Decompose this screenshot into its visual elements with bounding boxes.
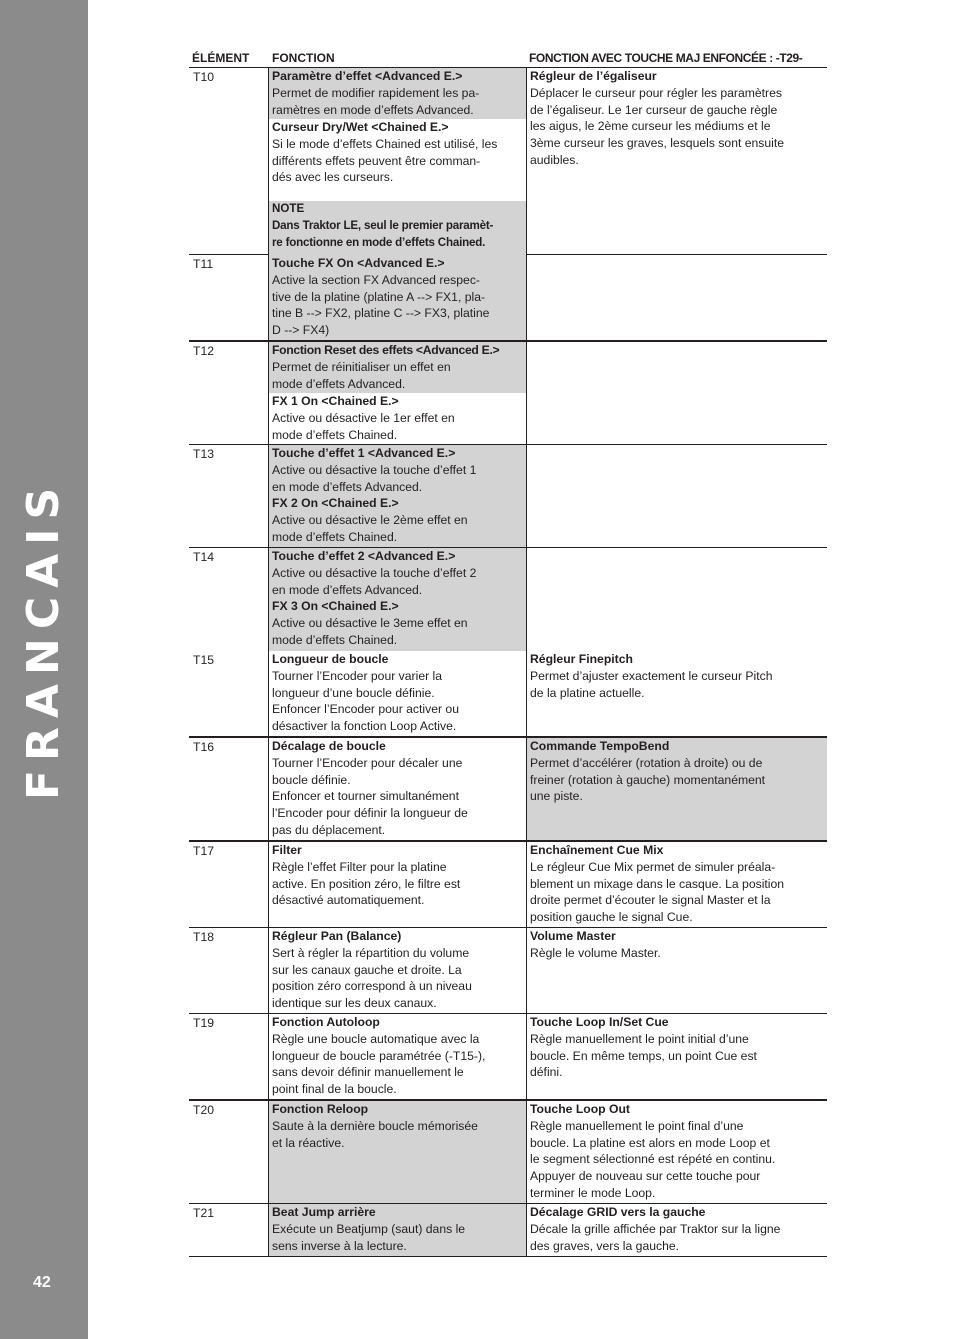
function-title: Régleur Pan (Balance) xyxy=(272,929,402,943)
function-description: Active ou désactive le 2ème effet en mode d’effets Chained. xyxy=(272,513,468,544)
table-row xyxy=(189,1101,827,1204)
table-row xyxy=(189,445,827,548)
table-row xyxy=(189,548,827,651)
function-cell xyxy=(268,68,526,254)
table-row xyxy=(189,1014,827,1101)
function-title: Décalage de boucle xyxy=(272,739,386,753)
shift-function-title: Volume Master xyxy=(530,929,616,943)
table-row xyxy=(189,928,827,1014)
function-title: Touche d’effet 1 <Advanced E.> xyxy=(272,446,456,460)
shift-function-description: Règle manuellement le point final d’une boucle. La platine est alors en mode Loop et le segment sélectionné est répété en continu. Appuyer de nouveau sur cette touche pour terminer le mode Loop. xyxy=(530,1118,776,1200)
function-description: Active ou désactive le 3eme effet en mode d’effets Chained. xyxy=(272,616,468,647)
table-row xyxy=(189,342,827,445)
note-text: Dans Traktor LE, seul le premier paramèt- re fonctionne en mode d’effets Chained. xyxy=(272,218,494,249)
shift-function-cell xyxy=(526,928,827,1013)
function-title: Touche d’effet 2 <Advanced E.> xyxy=(272,549,456,563)
function-description: Active ou désactive la touche d’effet 1 en mode d’effets Advanced. xyxy=(272,462,477,494)
function-title: Fonction Reset des effets <Advanced E.> xyxy=(272,343,500,357)
shift-function-cell xyxy=(526,738,827,840)
header-element: ÉLÉMENT xyxy=(192,51,250,65)
shift-function-title: Touche Loop In/Set Cue xyxy=(530,1015,669,1029)
shift-function-title: Enchaînement Cue Mix xyxy=(530,843,664,857)
function-title: FX 1 On <Chained E.> xyxy=(272,394,399,408)
function-description: Si le mode d’effets Chained est utilisé, les différents effets peuvent être comman- dés avec les curseurs. xyxy=(272,136,498,185)
function-description: Active la section FX Advanced respec- tive de la platine (platine A --> FX1, pla- tine B --> FX2, platine C --> FX3, platine D --> FX4) xyxy=(272,272,490,338)
shift-function-description: Déplacer le curseur pour régler les paramètres de l’égaliseur. Le 1er curseur de gauche règle les aigus, le 2ème curseur les médiums et le 3ème curseur les graves, lesquels sont ensuite audibles. xyxy=(530,85,785,167)
note-title: NOTE xyxy=(272,202,305,215)
shift-function-description: Règle le volume Master. xyxy=(530,945,661,960)
shift-function-cell xyxy=(526,1014,827,1099)
shift-function-cell xyxy=(526,548,827,651)
function-title: Touche FX On <Advanced E.> xyxy=(272,256,445,270)
shift-function-description: Le régleur Cue Mix permet de simuler préala- blement un mixage dans le casque. La position droite permet d’écouter le signal Master et la position gauche le signal Cue. xyxy=(530,859,785,925)
function-title: Beat Jump arrière xyxy=(272,1205,376,1219)
language-title: FRANCAIS xyxy=(18,478,69,800)
row-id: T16 xyxy=(193,740,215,754)
header-function: FONCTION xyxy=(272,51,335,65)
function-title: Paramètre d’effet <Advanced E.> xyxy=(272,69,463,83)
function-description: Active ou désactive la touche d’effet 2 en mode d’effets Advanced. xyxy=(272,565,477,597)
row-id: T19 xyxy=(193,1016,215,1030)
shift-function-cell xyxy=(526,445,827,547)
table-row xyxy=(189,255,827,342)
function-cell xyxy=(268,738,526,840)
function-cell xyxy=(268,548,526,651)
row-id: T12 xyxy=(193,344,215,358)
function-description: Tourner l’Encoder pour décaler une boucle définie. Enfoncer et tourner simultanément l’Encoder pour définir la longueur de pas du déplacement. xyxy=(272,755,468,837)
function-cell xyxy=(268,928,526,1013)
row-id: T14 xyxy=(193,550,215,564)
function-title: Filter xyxy=(272,843,302,857)
function-description: Sert à régler la répartition du volume sur les canaux gauche et droite. La position zéro correspond à un niveau identique sur les deux canaux. xyxy=(272,945,472,1011)
row-id: T18 xyxy=(193,930,215,944)
function-cell xyxy=(268,651,526,736)
function-cell xyxy=(268,1014,526,1099)
function-cell xyxy=(268,1204,526,1256)
shift-function-cell xyxy=(526,342,827,444)
function-description: Saute à la dernière boucle mémorisée et la réactive. xyxy=(272,1118,478,1150)
function-block xyxy=(269,68,526,119)
shift-function-cell xyxy=(526,68,827,254)
shift-function-description: Règle manuellement le point initial d’une boucle. En même temps, un point Cue est défini. xyxy=(530,1031,757,1080)
shift-function-cell xyxy=(526,1204,827,1256)
shift-function-description: Permet d’ajuster exactement le curseur Pitch de la platine actuelle. xyxy=(530,668,773,700)
table-row xyxy=(189,651,827,738)
function-title: Curseur Dry/Wet <Chained E.> xyxy=(272,120,449,134)
shift-function-title: Régleur Finepitch xyxy=(530,652,633,666)
table-row xyxy=(189,1204,827,1257)
function-block xyxy=(269,342,526,393)
row-id: T20 xyxy=(193,1103,215,1117)
controls-table xyxy=(189,49,827,1257)
function-description: Permet de réinitialiser un effet en mode d’effets Advanced. xyxy=(272,359,451,391)
shift-function-title: Décalage GRID vers la gauche xyxy=(530,1205,706,1219)
table-header xyxy=(189,49,827,68)
header-shift-function: FONCTION AVEC TOUCHE MAJ ENFONCÉE : -T29- xyxy=(529,51,803,65)
function-block xyxy=(269,393,526,443)
shift-function-title: Commande TempoBend xyxy=(530,739,670,753)
row-id: T13 xyxy=(193,447,215,461)
function-cell xyxy=(268,342,526,444)
table-row xyxy=(189,68,827,255)
function-description: Active ou désactive le 1er effet en mode d’effets Chained. xyxy=(272,410,455,442)
function-cell xyxy=(268,255,526,340)
function-title: Longueur de boucle xyxy=(272,652,389,666)
shift-function-cell xyxy=(526,651,827,736)
function-title: FX 2 On <Chained E.> xyxy=(272,496,399,511)
row-id: T17 xyxy=(193,844,215,858)
table-row xyxy=(189,738,827,842)
function-description: Permet de modifier rapidement les pa- ramètres en mode d’effets Advanced. xyxy=(272,85,480,117)
table-row xyxy=(189,842,827,928)
function-title: Fonction Reloop xyxy=(272,1102,369,1116)
function-description: Règle une boucle automatique avec la longueur de boucle paramétrée (-T15-), sans devoir définir manuellement le point final de la boucle. xyxy=(272,1031,486,1097)
shift-function-title: Régleur de l’égaliseur xyxy=(530,69,657,83)
shift-function-cell xyxy=(526,1101,827,1203)
function-description: Règle l’effet Filter pour la platine active. En position zéro, le filtre est désactivé automatiquement. xyxy=(272,859,461,908)
shift-function-cell xyxy=(526,842,827,927)
shift-function-title: Touche Loop Out xyxy=(530,1102,630,1116)
note-box xyxy=(269,201,526,255)
shift-function-cell xyxy=(526,255,827,340)
row-id: T11 xyxy=(193,257,214,271)
function-cell xyxy=(268,842,526,927)
page-number: 42 xyxy=(33,1274,51,1291)
row-id: T21 xyxy=(193,1206,215,1220)
shift-function-description: Décale la grille affichée par Traktor sur la ligne des graves, vers la gauche. xyxy=(530,1221,781,1253)
language-sidebar xyxy=(0,0,88,1339)
function-cell xyxy=(268,1101,526,1203)
function-description: Tourner l’Encoder pour varier la longueur d’une boucle définie. Enfoncer l’Encoder pour activer ou désactiver la fonction Loop Active. xyxy=(272,668,459,734)
function-description: Exécute un Beatjump (saut) dans le sens inverse à la lecture. xyxy=(272,1221,466,1253)
function-title: FX 3 On <Chained E.> xyxy=(272,599,399,614)
function-cell xyxy=(268,445,526,547)
function-title: Fonction Autoloop xyxy=(272,1015,380,1029)
row-id: T15 xyxy=(193,653,215,667)
function-block xyxy=(269,119,526,201)
row-id: T10 xyxy=(193,70,215,84)
shift-function-description: Permet d’accélérer (rotation à droite) ou de freiner (rotation à gauche) momentanément une piste. xyxy=(530,755,766,804)
